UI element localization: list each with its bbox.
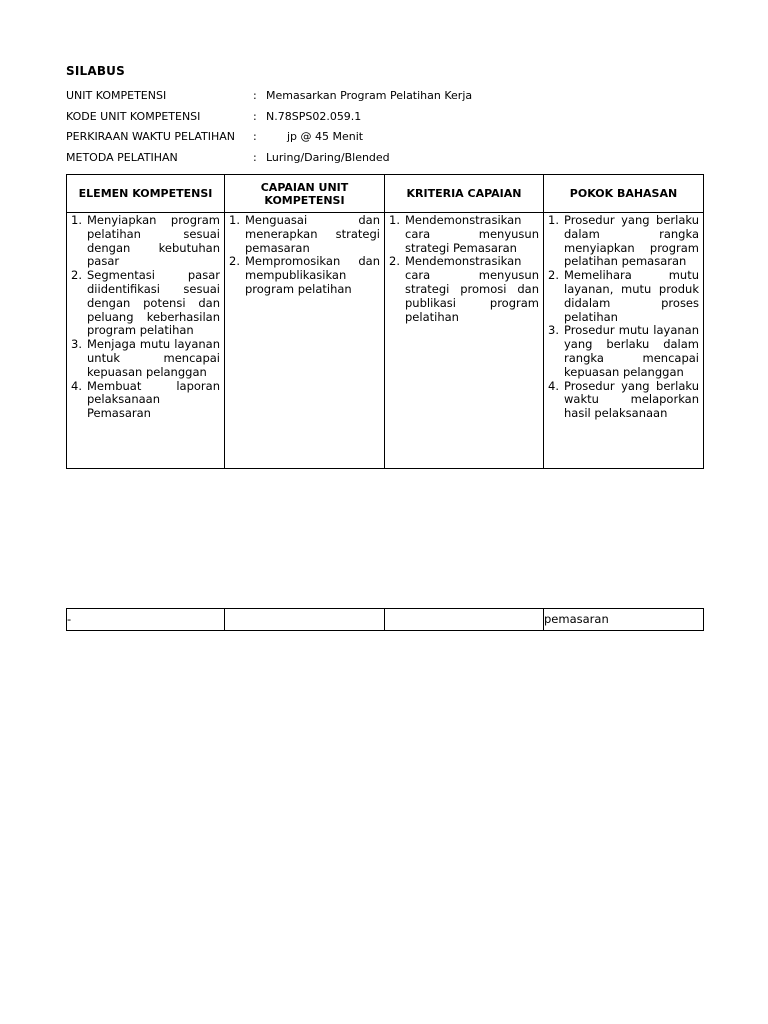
list-item <box>544 269 703 324</box>
list-text: Prosedur mutu layanan yang berlaku dalam rangka mencapai kepuasan pelanggan <box>564 323 699 379</box>
meta-label: KODE UNIT KOMPETENSI <box>66 110 201 123</box>
column-header-pokok: POKOK BAHASAN <box>544 175 704 213</box>
table-row <box>67 213 704 469</box>
list-number: 1. <box>548 213 559 227</box>
meta-label: UNIT KOMPETENSI <box>66 89 167 102</box>
list-item <box>67 338 224 379</box>
list-text: Segmentasi pasar diidentifikasi sesuai dengan potensi dan peluang keberhasilan program pelatihan <box>87 268 220 338</box>
list-text: Menjaga mutu layanan untuk mencapai kepuasan pelanggan <box>87 337 220 379</box>
table-header-row <box>67 175 704 213</box>
continuation-cell-capaian <box>225 609 385 631</box>
list-text: Mempromosikan dan mempublikasikan program pelatihan <box>245 254 380 296</box>
capaian-list <box>225 213 384 297</box>
list-item <box>385 214 543 255</box>
meta-label: PERKIRAAN WAKTU PELATIHAN <box>66 130 236 143</box>
list-number: 2. <box>229 254 240 269</box>
list-item <box>544 380 703 421</box>
meta-value: Luring/Daring/Blended <box>266 151 390 164</box>
meta-colon: : <box>253 110 257 123</box>
list-number: 3. <box>548 323 559 338</box>
meta-colon: : <box>253 130 257 143</box>
list-item <box>225 214 384 255</box>
list-number: 3. <box>71 337 82 352</box>
meta-colon: : <box>253 151 257 164</box>
pokok-cell <box>544 213 704 469</box>
list-item <box>225 255 384 296</box>
list-number: 2. <box>548 268 559 283</box>
list-text: Memelihara mutu layanan, mutu produk didalam proses pelatihan <box>564 268 699 324</box>
list-text: Prosedur yang berlaku waktu melaporkan hasil pelaksanaan <box>564 378 699 421</box>
meta-colon: : <box>253 89 257 102</box>
column-header-elemen: ELEMEN KOMPETENSI <box>67 175 225 213</box>
continuation-cell-pokok: pemasaran <box>544 609 704 631</box>
meta-label: METODA PELATIHAN <box>66 151 178 164</box>
pokok-list <box>544 213 703 421</box>
list-item <box>544 214 703 269</box>
column-header-kriteria: KRITERIA CAPAIAN <box>385 175 544 213</box>
list-number: 1. <box>229 213 240 227</box>
kriteria-cell <box>385 213 544 469</box>
kriteria-list <box>385 213 543 324</box>
list-number: 4. <box>548 378 559 393</box>
table-row <box>67 609 704 631</box>
list-item <box>67 269 224 338</box>
elemen-list <box>67 213 224 421</box>
syllabus-table <box>66 174 704 469</box>
list-text: Prosedur yang berlaku dalam rangka menyiapkan program pelatihan pemasaran <box>564 213 699 269</box>
continuation-cell-elemen: - <box>67 609 225 631</box>
list-number: 1. <box>71 213 82 227</box>
continuation-table <box>66 608 704 631</box>
list-item <box>544 324 703 379</box>
list-item <box>67 380 224 421</box>
meta-value: jp @ 45 Menit <box>266 130 364 143</box>
list-number: 4. <box>71 378 82 393</box>
continuation-cell-kriteria <box>385 609 544 631</box>
list-item <box>385 255 543 324</box>
capaian-cell <box>225 213 385 469</box>
list-number: 2. <box>389 254 400 269</box>
list-text: Menguasai dan menerapkan strategi pemasaran <box>245 213 380 255</box>
column-header-capaian: CAPAIAN UNIT KOMPETENSI <box>225 175 385 213</box>
meta-value: N.78SPS02.059.1 <box>266 110 362 123</box>
list-text: Menyiapkan program pelatihan sesuai dengan kebutuhan pasar <box>87 213 220 269</box>
page-title: SILABUS <box>66 64 125 78</box>
meta-value: Memasarkan Program Pelatihan Kerja <box>266 89 473 102</box>
list-text: Mendemonstrasikan cara menyusun strategi promosi dan publikasi program pelatihan <box>405 254 539 324</box>
list-number: 2. <box>71 268 82 283</box>
list-text: Membuat laporan pelaksanaan Pemasaran <box>87 378 220 421</box>
list-number: 1. <box>389 213 400 227</box>
elemen-cell <box>67 213 225 469</box>
list-item <box>67 214 224 269</box>
list-text: Mendemonstrasikan cara menyusun strategi Pemasaran <box>405 213 539 255</box>
